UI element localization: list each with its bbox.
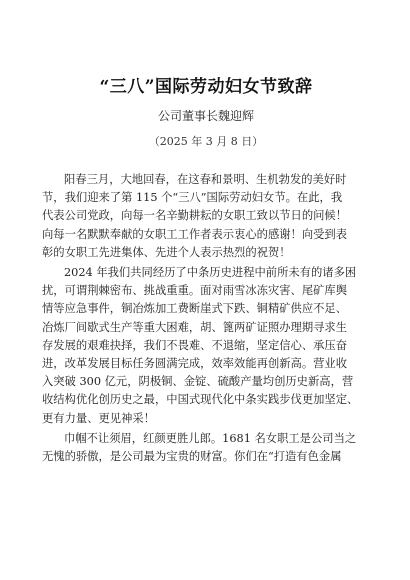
text-line: 收结构优化创历史之最，中国式现代化中条实践步伐更加坚定、 xyxy=(42,393,359,407)
text-line: 向每一名默默奉献的女职工工作者表示衷心的感谢！向受到表 xyxy=(42,227,348,241)
paragraph xyxy=(42,264,370,428)
text-line: 彰的女职工先进集体、先进个人表示热烈的祝贺！ xyxy=(42,245,291,259)
text-line: 冶炼厂间歇式生产等重大困难，胡、篦两矿证照办理期寻求生 xyxy=(42,320,348,334)
text-line: 存发展的艰难抉择，我们不畏难、不退缩，坚定信心、承压奋 xyxy=(42,338,348,352)
text-line: 无愧的骄傲，是公司最为宝贵的财富。你们在“打造有色金属 xyxy=(42,450,342,464)
date-line: （2025 年 3 月 8 日） xyxy=(148,135,264,148)
text-line: 阳春三月，大地回春，在这春和景明、生机勃发的美好时 xyxy=(64,173,347,186)
text-line: 2024 年我们共同经历了中条历史进程中前所未有的诸多困 xyxy=(64,266,357,280)
text-line: 扰，可谓荆棘密布、挑战重重。面对雨雪冰冻灾害、尾矿库舆 xyxy=(42,284,348,298)
page-title: “三八”国际劳动妇女节致辞 xyxy=(99,77,313,97)
author-line: 公司董事长魏迎辉 xyxy=(157,109,254,123)
text-line: 入突破 300 亿元，阴极铜、金锭、硫酸产量均创历史新高，营 xyxy=(42,375,354,389)
text-line: 进，改革发展目标任务圆满完成，效率效能再创新高。营业收 xyxy=(42,357,348,371)
paragraph xyxy=(42,430,370,466)
document-body xyxy=(42,171,370,466)
text-line: 巾帼不让须眉，红颜更胜儿郎。1681 名女职工是公司当之 xyxy=(64,431,357,445)
text-line: 代表公司党政，向每一名辛勤耕耘的女职工致以节日的问候！ xyxy=(42,209,348,223)
paragraph xyxy=(42,171,370,262)
text-line: 更有力量、更见神采！ xyxy=(42,411,155,425)
text-line: 节，我们迎来了第 115 个“三八”国际劳动妇女节。在此，我 xyxy=(42,191,343,205)
text-line: 情等应急事件，铜冶炼加工费断崖式下跌、铜精矿供应不足、 xyxy=(42,302,348,316)
